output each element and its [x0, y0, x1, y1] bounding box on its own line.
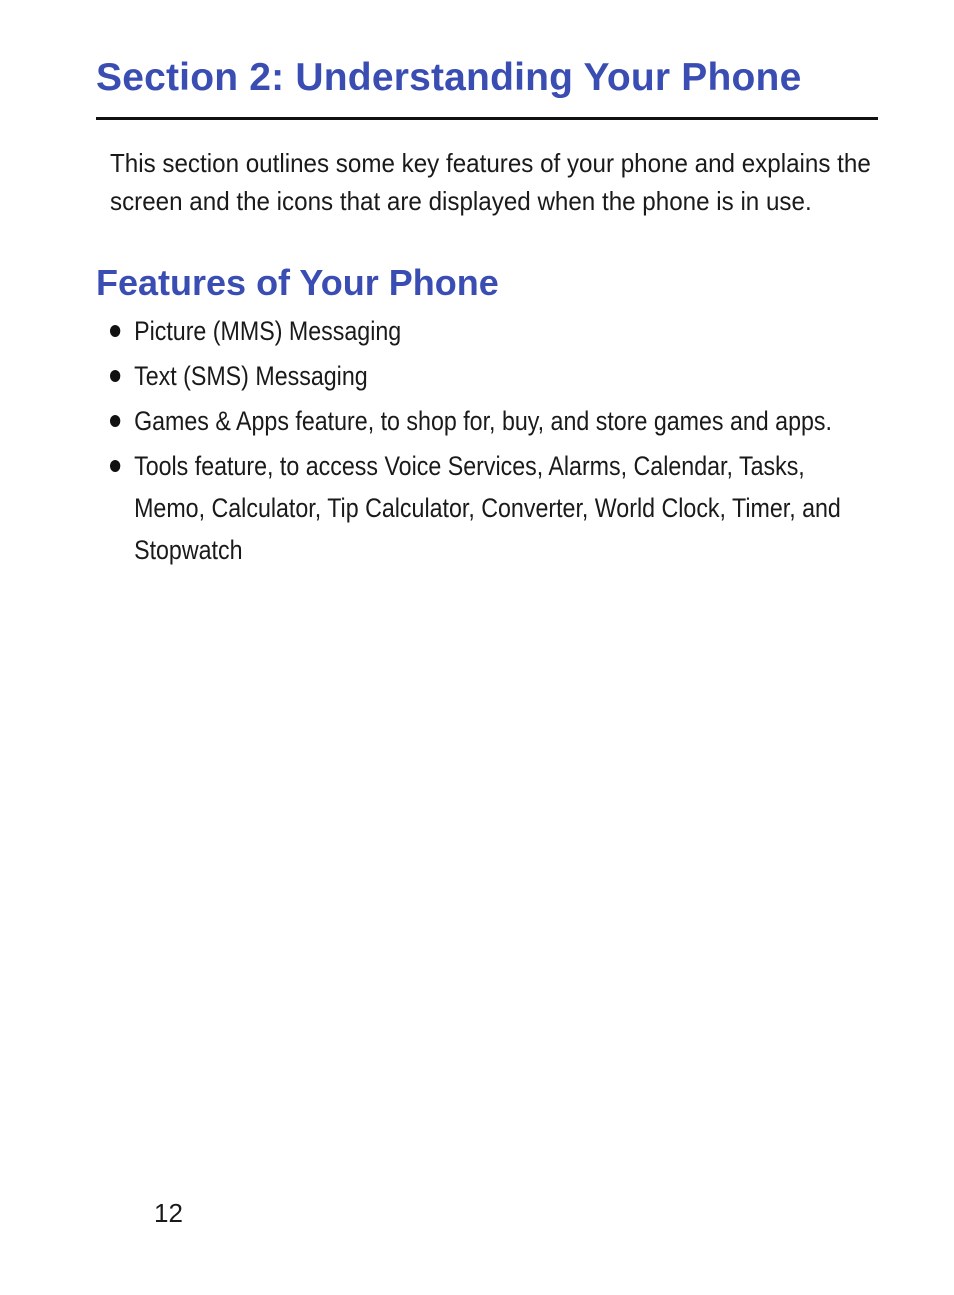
section-title: Section 2: Understanding Your Phone — [96, 56, 802, 99]
list-item — [110, 445, 850, 571]
bullet-icon — [110, 460, 120, 472]
feature-text: Text (SMS) Messaging — [134, 361, 368, 391]
bullet-icon — [110, 370, 120, 382]
features-list — [110, 310, 850, 574]
page-number: 12 — [154, 1198, 183, 1228]
bullet-icon — [110, 415, 120, 427]
bullet-icon — [110, 325, 120, 337]
title-divider — [96, 117, 878, 120]
feature-text: Tools feature, to access Voice Services, Alarms, Calendar, Tasks, Memo, Calculator, Tip Calculator, Converter, World Clock, Timer, and Stopwatch — [134, 451, 841, 565]
list-item — [110, 355, 850, 397]
features-heading: Features of Your Phone — [96, 262, 499, 303]
feature-text: Picture (MMS) Messaging — [134, 316, 402, 346]
feature-text: Games & Apps feature, to shop for, buy, and store games and apps. — [134, 406, 832, 436]
intro-paragraph: This section outlines some key features of your phone and explains the screen and the icons that are displayed when the phone is in use. — [110, 148, 871, 216]
list-item — [110, 310, 850, 352]
list-item — [110, 400, 850, 442]
